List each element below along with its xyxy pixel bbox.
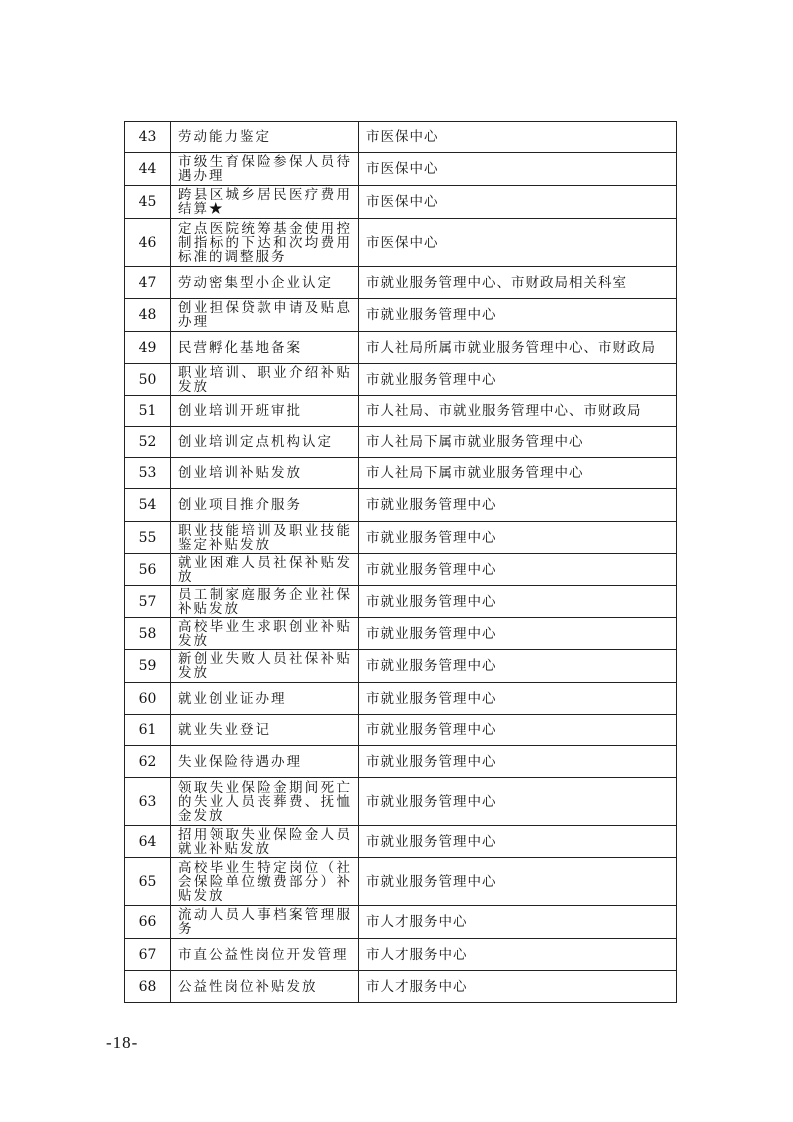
service-item: 创业项目推介服务	[171, 489, 359, 522]
responsible-department: 市就业服务管理中心	[359, 650, 677, 683]
table-row	[125, 683, 677, 715]
row-number: 57	[125, 586, 171, 618]
responsible-department: 市就业服务管理中心	[359, 554, 677, 586]
responsible-department: 市人社局下属市就业服务管理中心	[359, 427, 677, 458]
responsible-department: 市人社局下属市就业服务管理中心	[359, 458, 677, 489]
table-row	[125, 427, 677, 458]
service-item: 创业培训定点机构认定	[171, 427, 359, 458]
service-item: 市直公益性岗位开发管理	[171, 939, 359, 971]
table-row	[125, 858, 677, 906]
service-item: 就业困难人员社保补贴发放	[171, 554, 359, 586]
service-item: 创业担保贷款申请及贴息办理	[171, 299, 359, 332]
service-table	[124, 121, 677, 1003]
row-number: 64	[125, 826, 171, 858]
service-item: 招用领取失业保险金人员就业补贴发放	[171, 826, 359, 858]
responsible-department: 市就业服务管理中心	[359, 618, 677, 650]
responsible-department: 市就业服务管理中心	[359, 364, 677, 396]
responsible-department: 市人社局、市就业服务管理中心、市财政局	[359, 396, 677, 427]
table-row	[125, 971, 677, 1003]
row-number: 55	[125, 522, 171, 554]
service-item: 创业培训补贴发放	[171, 458, 359, 489]
service-item: 定点医院统筹基金使用控制指标的下达和次均费用标准的调整服务	[171, 219, 359, 267]
row-number: 46	[125, 219, 171, 267]
responsible-department: 市医保中心	[359, 122, 677, 153]
table-row	[125, 153, 677, 186]
responsible-department: 市就业服务管理中心	[359, 778, 677, 826]
table-row	[125, 458, 677, 489]
responsible-department: 市就业服务管理中心	[359, 489, 677, 522]
table-row	[125, 489, 677, 522]
row-number: 61	[125, 715, 171, 746]
row-number: 65	[125, 858, 171, 906]
table-row	[125, 906, 677, 939]
table-row	[125, 332, 677, 364]
row-number: 58	[125, 618, 171, 650]
table-row	[125, 650, 677, 683]
service-item: 劳动密集型小企业认定	[171, 267, 359, 299]
row-number: 43	[125, 122, 171, 153]
service-item: 高校毕业生特定岗位（社会保险单位缴费部分）补贴发放	[171, 858, 359, 906]
service-item: 就业创业证办理	[171, 683, 359, 715]
table-row	[125, 219, 677, 267]
responsible-department: 市医保中心	[359, 219, 677, 267]
service-item: 失业保险待遇办理	[171, 746, 359, 778]
table-body	[125, 122, 677, 1003]
responsible-department: 市医保中心	[359, 186, 677, 219]
row-number: 54	[125, 489, 171, 522]
table-row	[125, 186, 677, 219]
table-row	[125, 364, 677, 396]
service-item: 就业失业登记	[171, 715, 359, 746]
service-item: 新创业失败人员社保补贴发放	[171, 650, 359, 683]
responsible-department: 市就业服务管理中心、市财政局相关科室	[359, 267, 677, 299]
table-row	[125, 826, 677, 858]
row-number: 53	[125, 458, 171, 489]
table-row	[125, 396, 677, 427]
responsible-department: 市就业服务管理中心	[359, 683, 677, 715]
row-number: 59	[125, 650, 171, 683]
table-row	[125, 122, 677, 153]
table-row	[125, 939, 677, 971]
row-number: 50	[125, 364, 171, 396]
table-row	[125, 586, 677, 618]
row-number: 66	[125, 906, 171, 939]
row-number: 67	[125, 939, 171, 971]
service-item: 创业培训开班审批	[171, 396, 359, 427]
service-item: 劳动能力鉴定	[171, 122, 359, 153]
row-number: 68	[125, 971, 171, 1003]
row-number: 47	[125, 267, 171, 299]
service-item: 市级生育保险参保人员待遇办理	[171, 153, 359, 186]
service-item: 流动人员人事档案管理服务	[171, 906, 359, 939]
row-number: 48	[125, 299, 171, 332]
table-row	[125, 554, 677, 586]
table-row	[125, 299, 677, 332]
service-item: 职业培训、职业介绍补贴发放	[171, 364, 359, 396]
table-row	[125, 778, 677, 826]
page-number: -18-	[106, 1033, 139, 1052]
responsible-department: 市医保中心	[359, 153, 677, 186]
table-row	[125, 746, 677, 778]
service-item: 职业技能培训及职业技能鉴定补贴发放	[171, 522, 359, 554]
table-row	[125, 715, 677, 746]
responsible-department: 市就业服务管理中心	[359, 586, 677, 618]
responsible-department: 市就业服务管理中心	[359, 826, 677, 858]
row-number: 62	[125, 746, 171, 778]
service-item: 员工制家庭服务企业社保补贴发放	[171, 586, 359, 618]
service-item: 高校毕业生求职创业补贴发放	[171, 618, 359, 650]
responsible-department: 市就业服务管理中心	[359, 522, 677, 554]
row-number: 44	[125, 153, 171, 186]
table-row	[125, 267, 677, 299]
row-number: 60	[125, 683, 171, 715]
responsible-department: 市人社局所属市就业服务管理中心、市财政局	[359, 332, 677, 364]
row-number: 56	[125, 554, 171, 586]
service-item: 公益性岗位补贴发放	[171, 971, 359, 1003]
table-row	[125, 522, 677, 554]
responsible-department: 市就业服务管理中心	[359, 746, 677, 778]
responsible-department: 市就业服务管理中心	[359, 299, 677, 332]
row-number: 45	[125, 186, 171, 219]
row-number: 52	[125, 427, 171, 458]
service-item: 民营孵化基地备案	[171, 332, 359, 364]
responsible-department: 市人才服务中心	[359, 939, 677, 971]
responsible-department: 市就业服务管理中心	[359, 858, 677, 906]
service-item: 跨县区城乡居民医疗费用结算★	[171, 186, 359, 219]
row-number: 51	[125, 396, 171, 427]
responsible-department: 市人才服务中心	[359, 906, 677, 939]
row-number: 63	[125, 778, 171, 826]
responsible-department: 市人才服务中心	[359, 971, 677, 1003]
responsible-department: 市就业服务管理中心	[359, 715, 677, 746]
row-number: 49	[125, 332, 171, 364]
service-item: 领取失业保险金期间死亡的失业人员丧葬费、抚恤金发放	[171, 778, 359, 826]
table-row	[125, 618, 677, 650]
